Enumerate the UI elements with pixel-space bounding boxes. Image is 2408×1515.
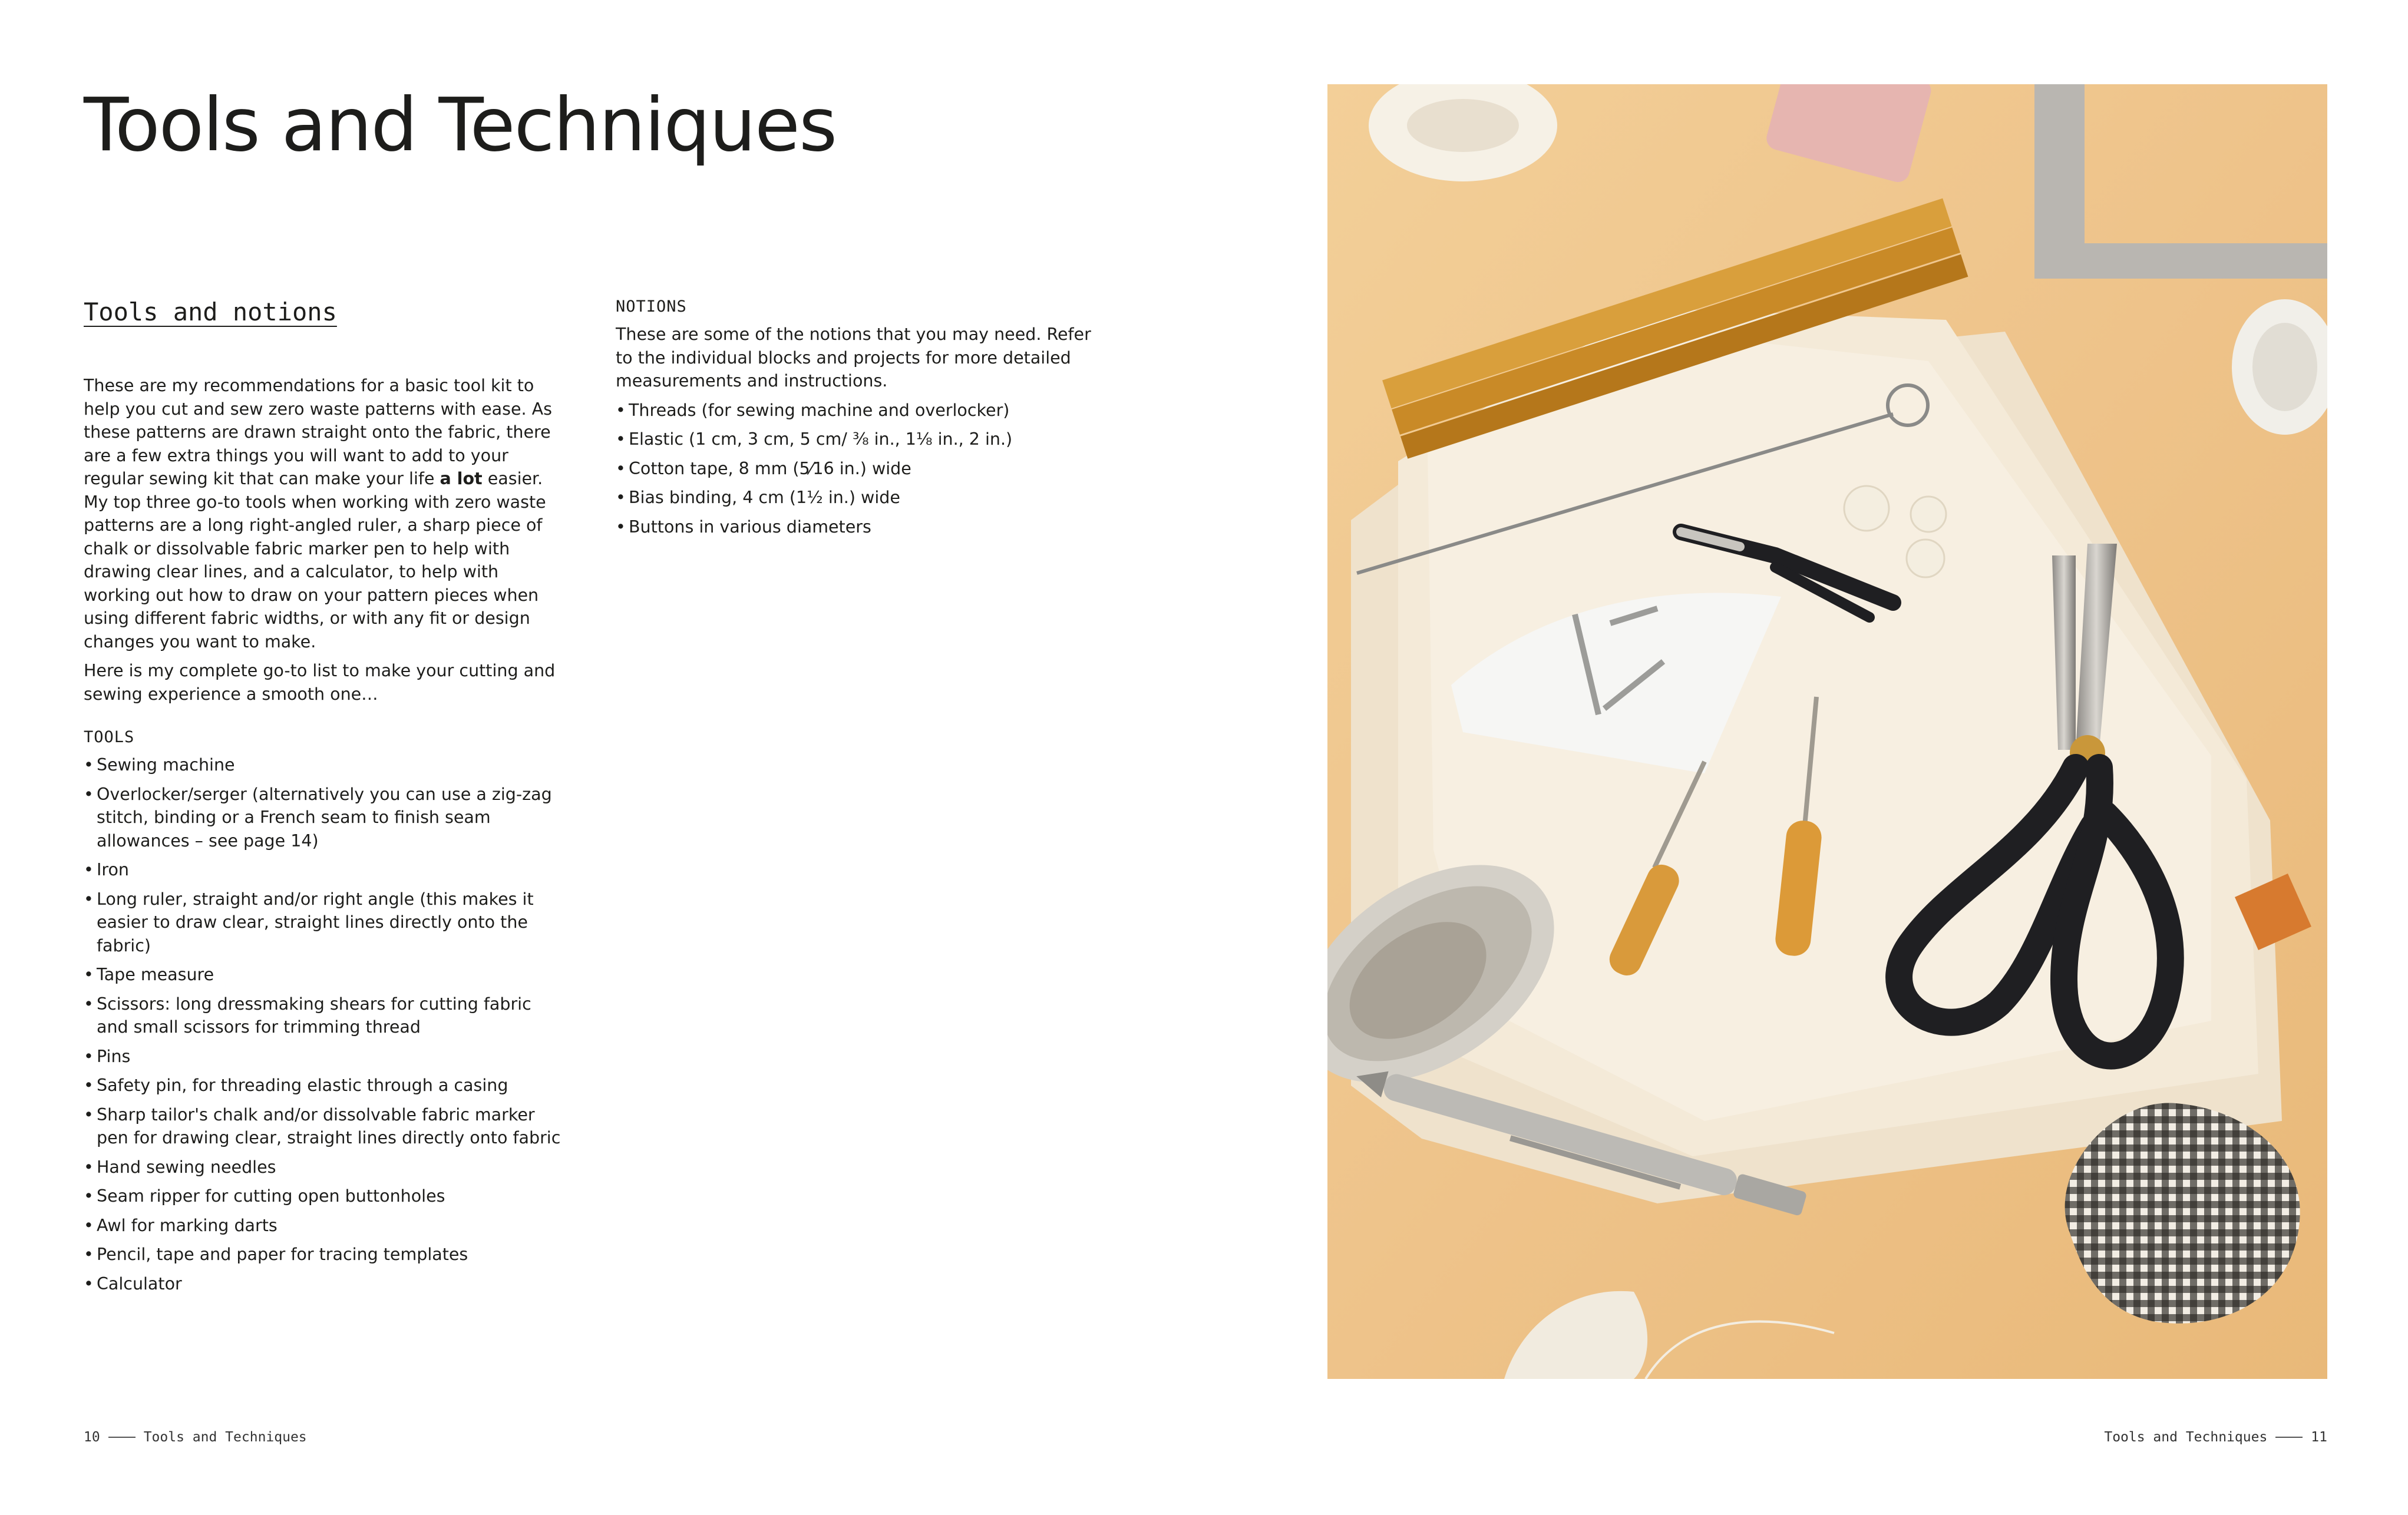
tools-list bbox=[84, 753, 567, 1295]
intro-bold-text: a lot bbox=[440, 469, 483, 488]
bullet-icon: • bbox=[84, 1273, 94, 1294]
bullet-icon: • bbox=[616, 429, 626, 449]
sewing-tools-photo bbox=[1327, 84, 2327, 1379]
list-item: • Cotton tape, 8 mm (5⁄16 in.) wide bbox=[616, 457, 1099, 481]
middle-column bbox=[616, 297, 1099, 544]
list-item: • Buttons in various diameters bbox=[616, 515, 1099, 539]
list-item: • Awl for marking darts bbox=[84, 1214, 567, 1238]
notions-label: NOTIONS bbox=[616, 297, 687, 316]
bullet-icon: • bbox=[84, 1157, 94, 1177]
footer-rule bbox=[108, 1437, 136, 1438]
bullet-icon: • bbox=[84, 1046, 94, 1066]
list-item: • Iron bbox=[84, 858, 567, 882]
list-item: • Pins bbox=[84, 1045, 567, 1069]
button-icon bbox=[1907, 540, 1944, 577]
bullet-icon: • bbox=[84, 889, 94, 909]
button-icon bbox=[1844, 486, 1889, 531]
list-item: • Calculator bbox=[84, 1272, 567, 1296]
running-head-right: Tools and Techniques bbox=[2104, 1430, 2268, 1445]
list-item: • Elastic (1 cm, 3 cm, 5 cm/ ⅜ in., 1⅛ in., 2 in.) bbox=[616, 428, 1099, 451]
list-item: • Sharp tailor's chalk and/or dissolvable fabric marker pen for drawing clear, straight lines directly onto fabric bbox=[84, 1103, 567, 1150]
list-item: • Pencil, tape and paper for tracing templates bbox=[84, 1243, 567, 1266]
list-item: • Overlocker/serger (alternatively you can use a zig-zag stitch, binding or a French seam to finish seam allowances – see page 14) bbox=[84, 783, 567, 853]
list-item: • Hand sewing needles bbox=[84, 1156, 567, 1179]
intro-text-start: These are my recommendations for a basic tool kit to help you cut and sew zero waste patterns with ease. As these patterns are drawn straight onto the fabric, there are a few extra things you will want to add to your regular sewing kit that can make your life bbox=[84, 376, 552, 488]
bullet-icon: • bbox=[616, 400, 626, 420]
notions-intro: These are some of the notions that you may need. Refer to the individual blocks and projects for more detailed measurements and instructions. bbox=[616, 325, 1091, 391]
list-item: • Scissors: long dressmaking shears for cutting fabric and small scissors for trimming thread bbox=[84, 993, 567, 1039]
list-item: • Tape measure bbox=[84, 963, 567, 987]
bullet-icon: • bbox=[84, 994, 94, 1014]
bullet-icon: • bbox=[84, 1215, 94, 1235]
button-icon bbox=[1911, 497, 1946, 532]
bullet-icon: • bbox=[84, 860, 94, 879]
intro-paragraph bbox=[84, 374, 567, 653]
page-title: Tools and Techniques bbox=[84, 82, 837, 168]
footer-right bbox=[2104, 1430, 2327, 1445]
bullet-icon: • bbox=[616, 458, 626, 478]
section-heading: Tools and notions bbox=[84, 297, 337, 326]
notions-list bbox=[616, 399, 1099, 539]
list-item: • Long ruler, straight and/or right angle (this makes it easier to draw clear, straight lines directly onto the fabric) bbox=[84, 888, 567, 958]
list-item: • Safety pin, for threading elastic through a casing bbox=[84, 1074, 567, 1097]
bullet-icon: • bbox=[616, 517, 626, 537]
bullet-icon: • bbox=[84, 1104, 94, 1124]
intro-text-end: easier. My top three go-to tools when working with zero waste patterns are a long right-angled ruler, a sharp piece of chalk or dissolvable fabric marker pen to help with drawing clear lines, and a calculator, to help with working out how to draw on your pattern pieces when using different fabric widths, or with any fit or design changes you want to make. bbox=[84, 469, 546, 651]
list-item: • Bias binding, 4 cm (1½ in.) wide bbox=[616, 486, 1099, 510]
bullet-icon: • bbox=[84, 1186, 94, 1206]
photo-illustration bbox=[1327, 84, 2327, 1379]
list-item: • Threads (for sewing machine and overlocker) bbox=[616, 399, 1099, 422]
bullet-icon: • bbox=[84, 1245, 94, 1264]
footer-rule bbox=[2275, 1437, 2303, 1438]
footer-left bbox=[84, 1430, 307, 1445]
left-column bbox=[84, 374, 567, 1301]
intro-paragraph-2: Here is my complete go-to list to make your cutting and sewing experience a smooth one… bbox=[84, 661, 556, 704]
list-item: • Seam ripper for cutting open buttonholes bbox=[84, 1185, 567, 1208]
bullet-icon: • bbox=[84, 755, 94, 775]
tools-label: TOOLS bbox=[84, 728, 135, 746]
page-number-left: 10 bbox=[84, 1430, 100, 1445]
list-item: • Sewing machine bbox=[84, 753, 567, 777]
bullet-icon: • bbox=[616, 488, 626, 507]
bullet-icon: • bbox=[84, 784, 94, 804]
running-head-left: Tools and Techniques bbox=[143, 1430, 307, 1445]
bullet-icon: • bbox=[84, 1076, 94, 1095]
bullet-icon: • bbox=[84, 965, 94, 984]
page-number-right: 11 bbox=[2311, 1430, 2327, 1445]
